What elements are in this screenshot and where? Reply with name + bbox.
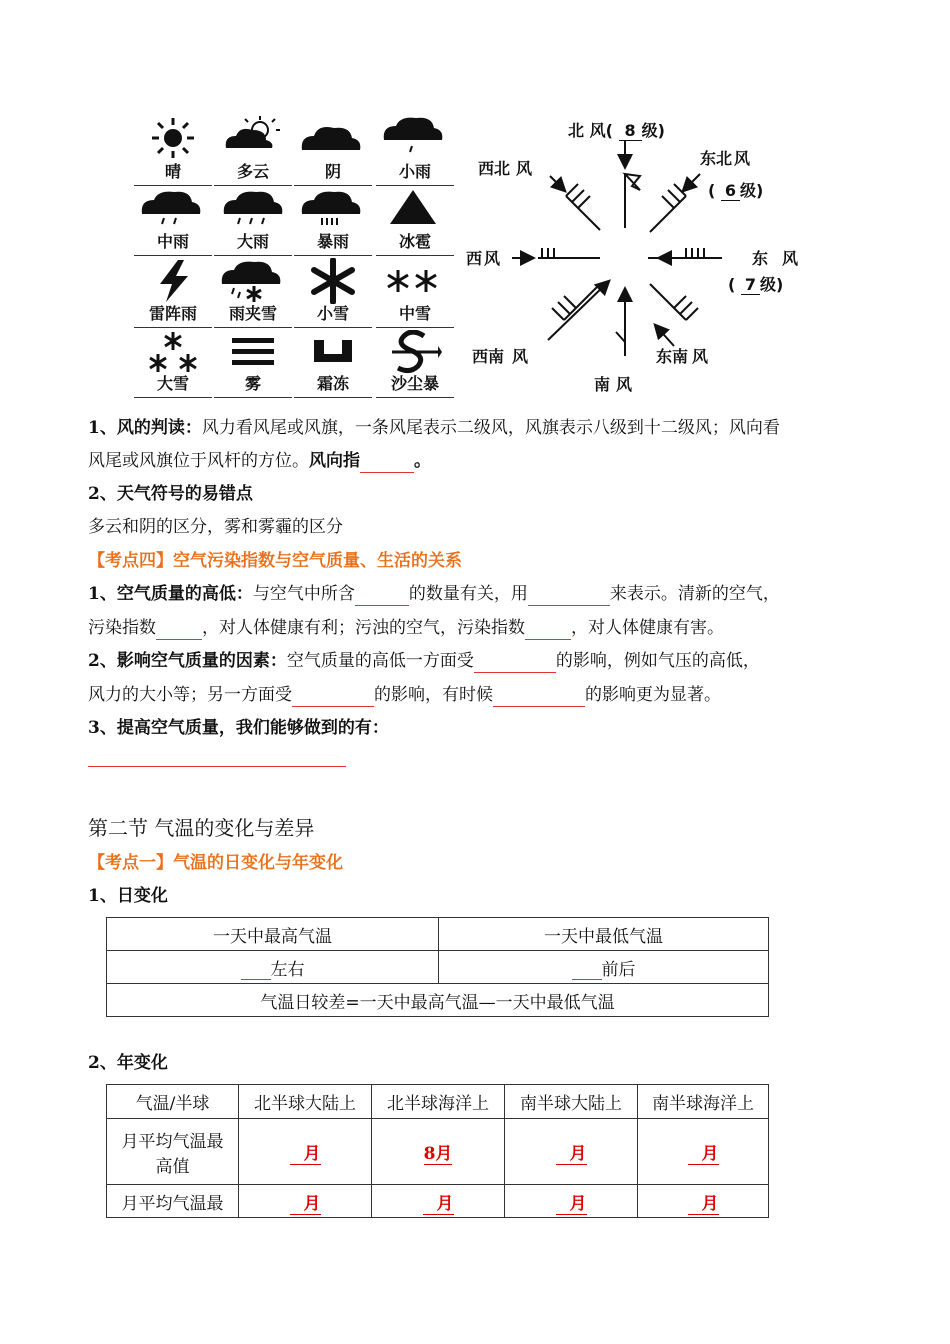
table-cell: 前后 [439,951,769,984]
answer-blank[interactable] [493,706,585,707]
table-cell: 左右 [107,951,439,984]
symbol-label: 晴 [164,162,181,181]
air-quality-paragraph: 1、空气质量的高低：与空气中所含 的数量有关，用 来表示。清新的空气， [88,584,780,604]
symbol-light-rain [374,116,456,186]
light-snow-icon [310,258,356,304]
section-2-heading: 第二节 气温的变化与差异 [88,816,315,840]
symbol-heavy-snow [132,328,214,398]
symbol-pitfalls-heading: 2、天气符号的易错点 [88,484,253,504]
symbol-light-snow [292,258,374,328]
wind-reading-paragraph: 1、风的判读：风力看风尾或风旗，一条风尾表示二级风，风旗表示八级到十二级风；风向看 [88,418,780,438]
annual-variation-table [106,1084,769,1218]
symbol-fog [212,328,294,398]
wind-reading-paragraph-cont: 风尾或风旗位于风杆的方位。风向指 。 [88,451,431,471]
moderate-rain-icon [140,190,202,230]
heavy-rain-icon [222,190,284,230]
overcast-icon [300,120,362,152]
answer-line[interactable] [88,766,346,767]
table-header: 北半球海洋上 [372,1085,505,1119]
daily-variation-heading: 1、日变化 [88,886,168,906]
table-cell[interactable]: 月 [638,1185,769,1218]
symbol-label: 小雨 [398,162,431,181]
wind-label-northwest: 西北 风 [478,159,533,178]
kaodian-1-heading: 【考点一】气温的日变化与年变化 [88,853,343,873]
answer-blank[interactable] [572,979,602,980]
annual-variation-heading: 2、年变化 [88,1053,168,1073]
answer-blank[interactable] [241,979,271,980]
table-cell[interactable]: 8月 [372,1119,505,1185]
answer-blank[interactable] [525,639,571,640]
symbol-heavy-rain [212,186,294,256]
symbol-label: 大雨 [236,232,269,251]
fog-icon [232,336,274,368]
table-header: 南半球大陆上 [505,1085,638,1119]
symbol-label: 霜冻 [316,374,349,393]
table-cell[interactable]: 月 [505,1185,638,1218]
answer-blank[interactable] [360,472,414,473]
formula-cell: 气温日较差=一天中最高气温—一天中最低气温 [107,984,769,1017]
symbol-label: 中雨 [156,232,189,251]
symbol-label: 小雪 [316,304,349,323]
table-cell[interactable]: 月 [505,1119,638,1185]
sleet-icon [220,260,282,304]
symbol-hail [374,186,456,256]
row-label: 月平均气温最 高值 [107,1119,239,1185]
answer-blank[interactable] [355,605,409,606]
table-header: 南半球海洋上 [638,1085,769,1119]
symbol-sunny [132,116,214,186]
answer-blank[interactable] [528,605,610,606]
wind-label-northeast-level: ( 6 级) [708,181,764,200]
symbol-thunderstorm [132,258,214,328]
symbol-label: 冰雹 [398,232,431,251]
symbol-label: 雨夹雪 [228,304,277,323]
wind-label-north: 北 风( 8 级) [568,121,665,140]
symbol-overcast [292,116,374,186]
symbol-moderate-rain [132,186,214,256]
symbol-label: 雷阵雨 [148,304,197,323]
answer-blank[interactable] [474,672,556,673]
table-cell[interactable]: 月 [239,1185,372,1218]
table-cell[interactable]: 月 [638,1119,769,1185]
wind-label-east-level: ( 7 级) [728,275,784,294]
wind-label-northeast: 东北 风 [700,149,751,168]
air-quality-paragraph-cont: 污染指数 ，对人体健康有利；污浊的空气，污染指数 ，对人体健康有害。 [88,618,724,638]
moderate-snow-icon [382,268,444,294]
symbol-partly-cloudy [212,116,294,186]
hail-icon [388,188,438,228]
heavy-snow-icon [142,330,204,374]
symbol-label: 多云 [236,162,269,181]
symbol-sandstorm [374,328,456,398]
wind-label-east: 东 风 [752,249,799,268]
symbol-label: 大雪 [156,374,189,393]
symbol-label: 阴 [324,162,341,181]
answer-blank[interactable] [156,639,202,640]
symbol-pitfalls-text: 多云和阴的区分，雾和雾霾的区分 [88,517,343,537]
answer-blank[interactable] [292,706,374,707]
improve-air-quality-heading: 3、提高空气质量，我们能够做到的有： [88,718,389,738]
air-quality-factors-paragraph-cont: 风力的大小等；另一方面受 的影响，有时候 的影响更为显著。 [88,685,721,705]
symbol-label: 暴雨 [316,232,349,251]
daily-variation-table [106,917,769,1017]
table-header: 北半球大陆上 [239,1085,372,1119]
wind-label-south: 南 风 [594,375,633,394]
sandstorm-icon [388,330,442,374]
wind-label-southwest: 西南 风 [472,347,529,366]
symbol-moderate-snow [374,258,456,328]
symbol-sleet [212,258,294,328]
table-cell[interactable]: 月 [372,1185,505,1218]
symbol-label: 沙尘暴 [390,374,439,393]
row-label: 月平均气温最 [107,1185,239,1218]
table-header: 气温/半球 [107,1085,239,1119]
wind-label-west: 西 风 [466,249,501,268]
thunderstorm-icon [154,260,194,302]
air-quality-factors-paragraph: 2、影响空气质量的因素：空气质量的高低一方面受 的影响，例如气压的高低， [88,651,760,671]
rainstorm-icon [300,190,362,230]
symbol-rainstorm [292,186,374,256]
table-cell[interactable]: 月 [239,1119,372,1185]
symbol-label: 中雪 [398,304,431,323]
sun-icon [148,118,198,158]
wind-label-southeast: 东南 风 [656,347,709,366]
symbol-frost [292,328,374,398]
partly-cloudy-icon [222,116,284,152]
kaodian-4-heading: 【考点四】空气污染指数与空气质量、生活的关系 [88,551,462,571]
light-rain-icon [382,116,444,158]
table-header: 一天中最高气温 [107,918,439,951]
frost-icon [312,338,354,364]
table-header: 一天中最低气温 [439,918,769,951]
symbol-label: 雾 [244,374,261,393]
